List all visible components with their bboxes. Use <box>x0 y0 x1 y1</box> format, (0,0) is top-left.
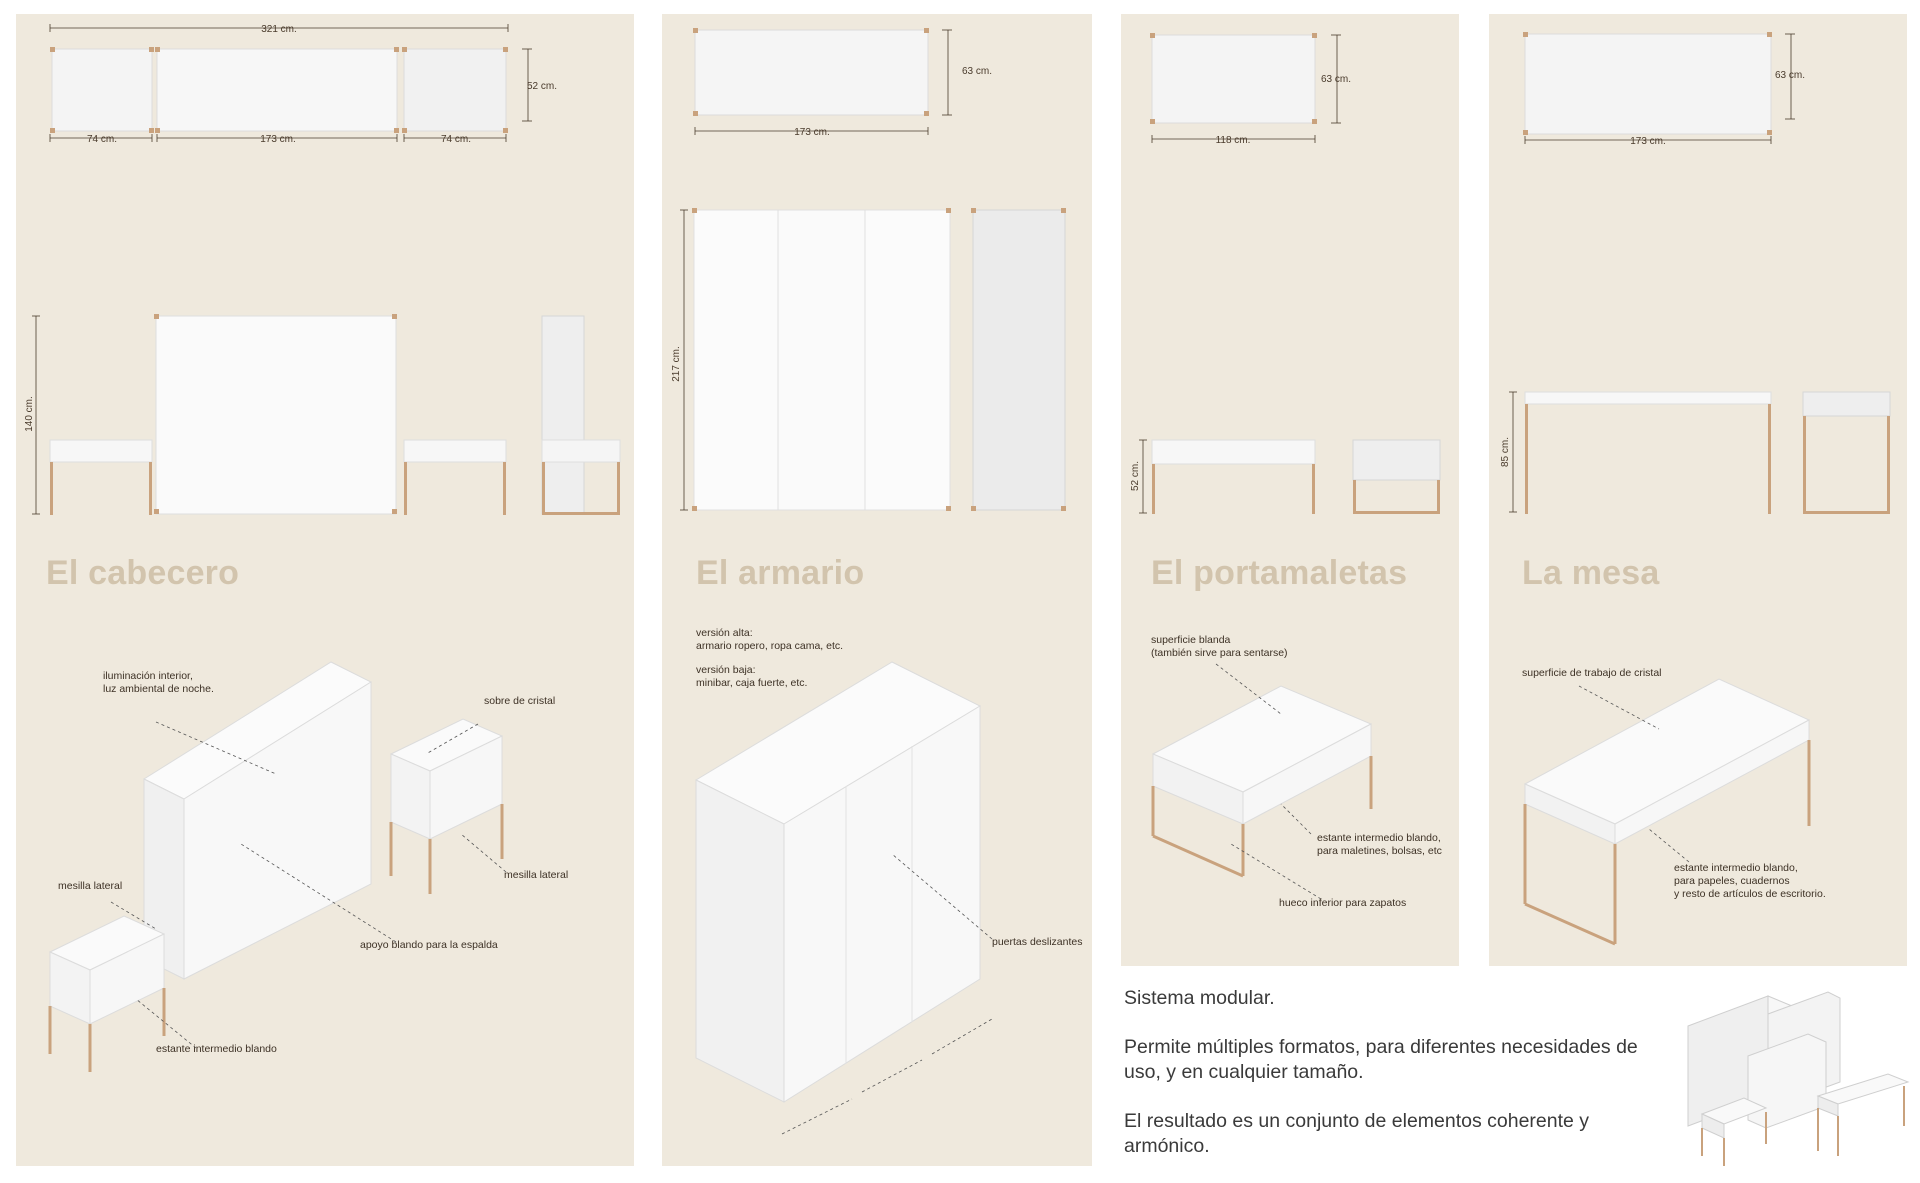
armario-front-view <box>692 208 1066 511</box>
note-mesilla-right <box>504 869 568 882</box>
modular-title: Sistema modular. <box>1124 987 1275 1009</box>
panel-portamaletas <box>1121 14 1459 966</box>
dim-width: 173 cm. <box>1630 136 1666 147</box>
panel-mesa <box>1489 14 1907 966</box>
note-line: para papeles, cuadernos <box>1674 875 1790 887</box>
note-line: apoyo blando para la espalda <box>360 939 498 951</box>
note-line: mesilla lateral <box>504 869 569 881</box>
note-line: estante intermedio blando, <box>1674 862 1798 874</box>
note-version-baja <box>696 664 807 690</box>
dim-width: 173 cm. <box>794 127 830 138</box>
note-estante <box>156 1043 277 1056</box>
dim-depth: 52 cm. <box>526 81 558 92</box>
portamaletas-front-view <box>1152 440 1440 514</box>
note-hueco <box>1279 897 1406 910</box>
armario-top-view <box>693 28 929 116</box>
cabecero-top-view <box>50 47 508 133</box>
note-line: para maletines, bolsas, etc <box>1317 845 1442 857</box>
modular-description <box>1124 986 1644 1183</box>
note-line: luz ambiental de noche. <box>103 683 214 695</box>
modular-furniture-set-render <box>1668 986 1914 1172</box>
panel-cabecero <box>16 14 634 1166</box>
dim-height: 52 cm. <box>1130 460 1141 492</box>
note-line: estante intermedio blando, <box>1317 832 1441 844</box>
dim-width: 118 cm. <box>1215 135 1251 146</box>
mesa-top-view <box>1523 32 1772 135</box>
modular-paragraph-result: El resultado es un conjunto de elementos coherente y armónico. <box>1124 1110 1590 1157</box>
note-line: mesilla lateral <box>58 880 123 892</box>
note-line: iluminación interior, <box>103 670 193 682</box>
panel-title: El portamaletas <box>1151 554 1408 592</box>
panel-title: La mesa <box>1522 554 1660 592</box>
dim-depth: 63 cm. <box>1321 74 1352 85</box>
note-apoyo <box>360 939 498 952</box>
note-estante <box>1674 862 1826 901</box>
note-iluminacion <box>103 670 214 696</box>
mesa-drawings <box>1489 14 1907 966</box>
note-line: minibar, caja fuerte, etc. <box>696 677 808 689</box>
dim-depth: 63 cm. <box>962 66 993 77</box>
note-line: superficie blanda <box>1151 634 1231 646</box>
dim-height: 140 cm. <box>24 396 35 432</box>
note-line: versión alta: <box>696 627 753 639</box>
portamaletas-drawings <box>1121 14 1459 966</box>
dim-depth: 63 cm. <box>1775 70 1806 81</box>
panel-title: El cabecero <box>46 554 240 592</box>
cabecero-front-view <box>50 314 620 515</box>
note-line: superficie de trabajo de cristal <box>1522 667 1662 679</box>
dim-height: 85 cm. <box>1500 436 1511 468</box>
cabecero-isometric <box>50 662 502 1072</box>
mesa-isometric <box>1525 679 1809 944</box>
dim-total-width: 321 cm. <box>261 24 297 35</box>
dim-height: 217 cm. <box>671 346 682 382</box>
note-version-alta <box>696 627 843 653</box>
dim-right-module: 74 cm. <box>440 134 472 145</box>
note-line: sobre de cristal <box>484 695 556 707</box>
note-superficie-cristal <box>1522 667 1662 680</box>
dim-left-module: 74 cm. <box>86 134 118 145</box>
note-line: y resto de artículos de escritorio. <box>1674 888 1826 900</box>
mesa-front-view <box>1525 392 1890 514</box>
panel-armario <box>662 14 1092 1166</box>
note-line: (también sirve para sentarse) <box>1151 647 1288 659</box>
portamaletas-top-view <box>1150 33 1317 124</box>
note-line: puertas deslizantes <box>992 936 1083 948</box>
modular-paragraph-formats: Permite múltiples formatos, para diferentes necesidades de uso, y en cualquier tamaño. <box>1124 1036 1638 1083</box>
note-puertas <box>992 936 1082 949</box>
note-line: hueco inferior para zapatos <box>1279 897 1407 909</box>
note-superficie <box>1151 634 1288 660</box>
panel-title: El armario <box>696 554 865 592</box>
note-line: armario ropero, ropa cama, etc. <box>696 640 844 652</box>
note-mesilla-left <box>58 880 122 893</box>
note-line: versión baja: <box>696 664 756 676</box>
note-estante <box>1317 832 1442 858</box>
note-line: estante intermedio blando <box>156 1043 277 1055</box>
dim-center-module: 173 cm. <box>260 134 296 145</box>
armario-isometric <box>696 662 980 1102</box>
note-sobre-cristal <box>484 695 555 708</box>
